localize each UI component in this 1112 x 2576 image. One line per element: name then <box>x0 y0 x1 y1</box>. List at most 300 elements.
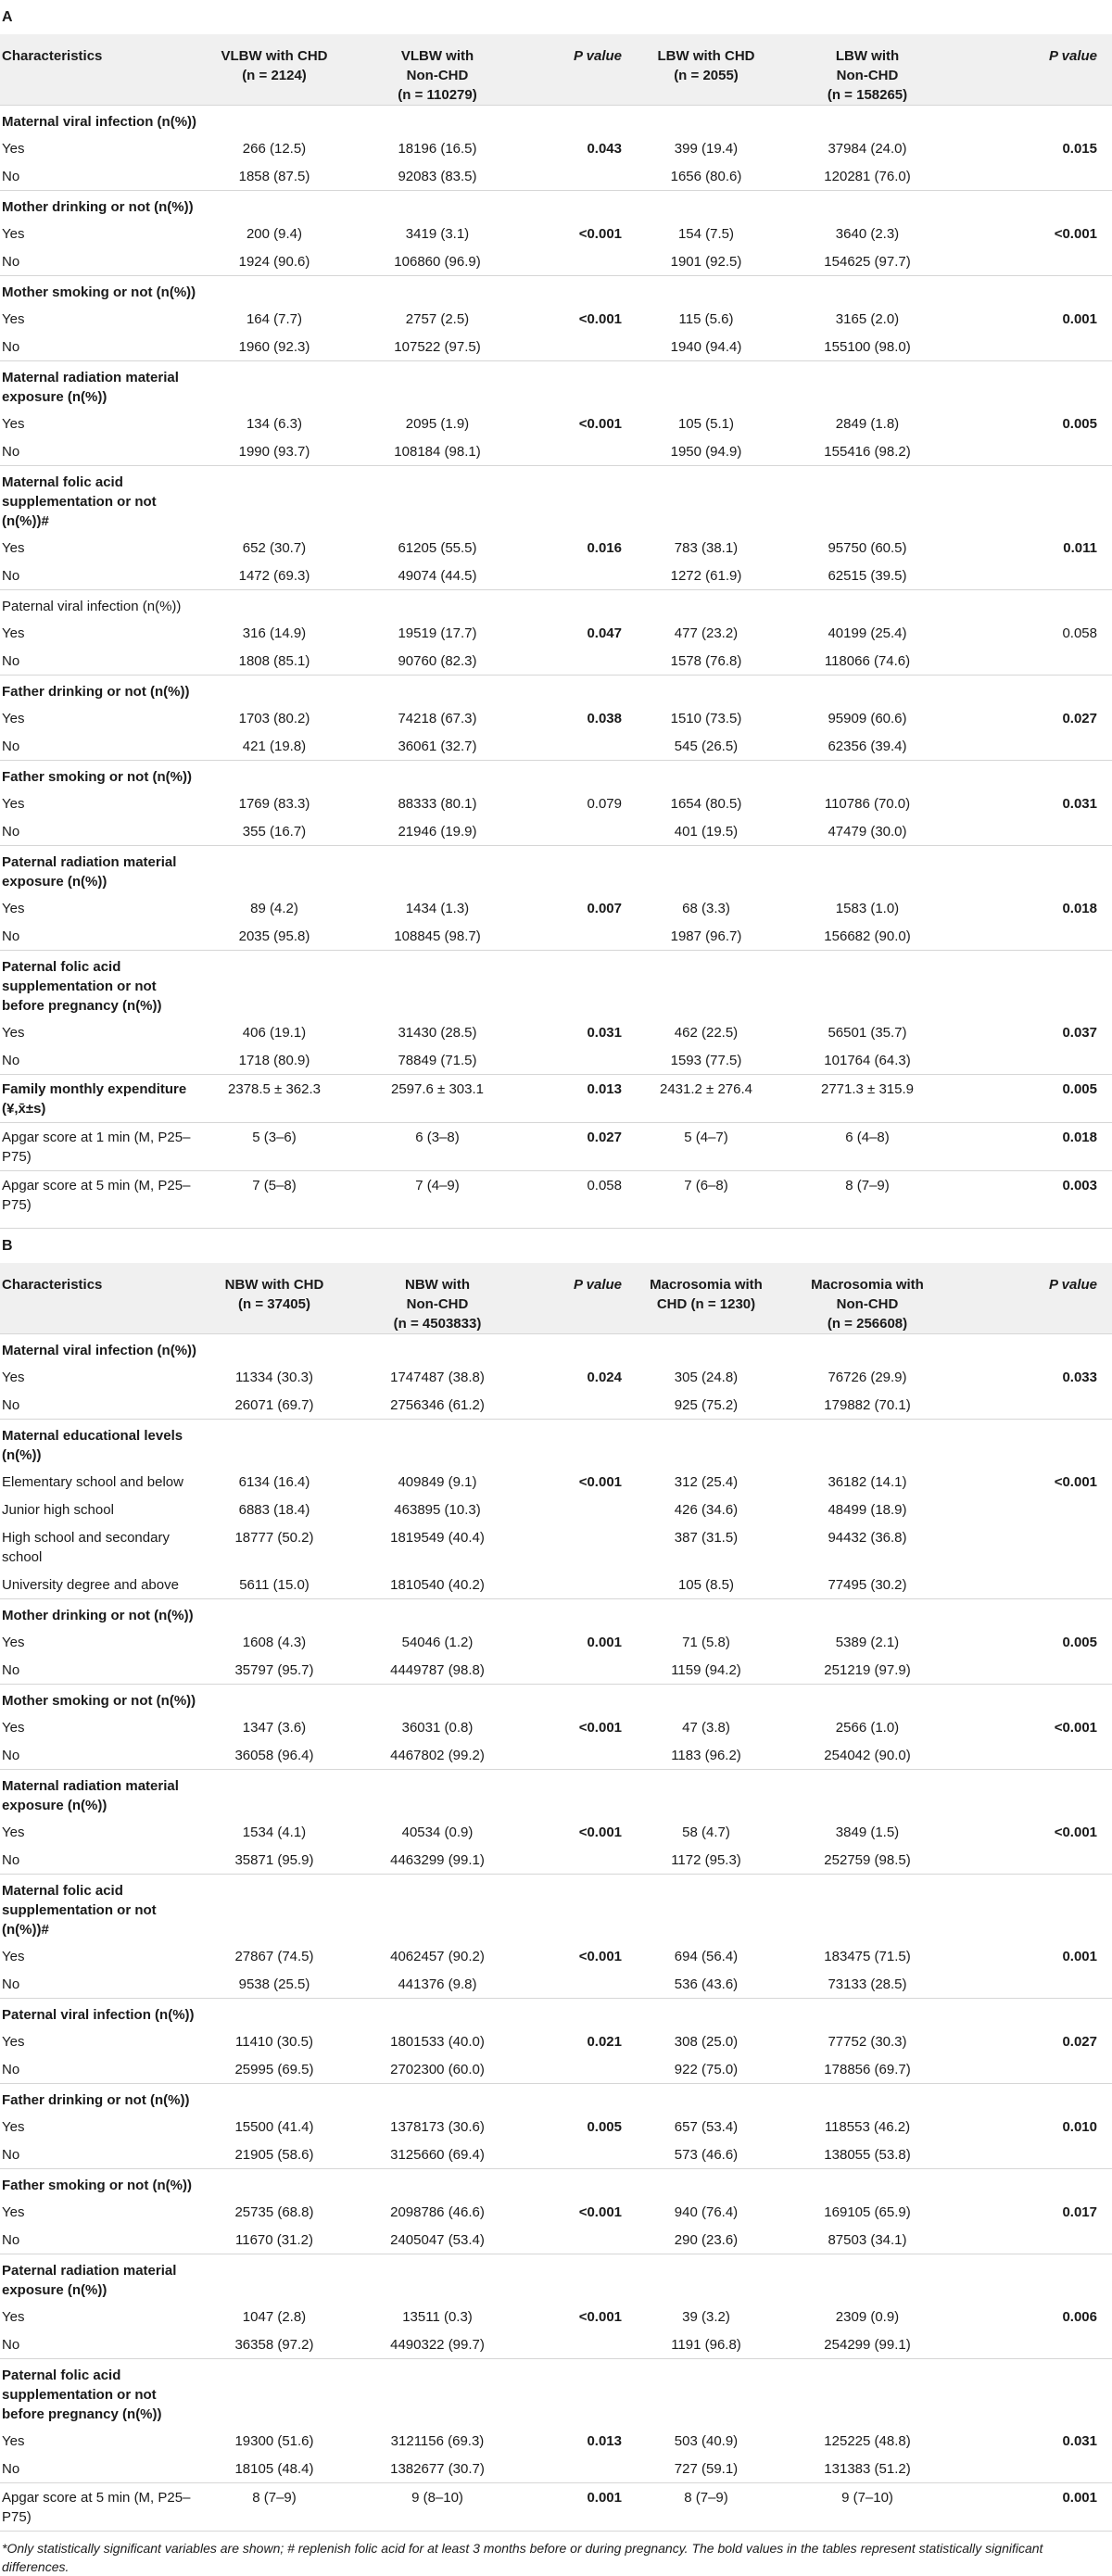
empty-cell <box>530 2169 637 2199</box>
value-cell: 7 (4–9) <box>345 1171 530 1219</box>
empty-cell <box>530 1685 637 1714</box>
section-header-row <box>0 590 1112 620</box>
empty-cell <box>637 1999 776 2028</box>
p-value-cell: <0.001 <box>578 1949 622 1964</box>
value-cell: 312 (25.4) <box>674 1474 739 1490</box>
value-cell: 6 (3–8) <box>345 1123 530 1171</box>
table-row <box>0 2226 1112 2254</box>
value-cell: 308 (25.0) <box>674 2034 739 2050</box>
value-cell: 409849 (9.1) <box>398 1474 477 1490</box>
p-value-cell <box>530 162 637 191</box>
value-cell: 27867 (74.5) <box>234 1949 314 1964</box>
row-label: Junior high school <box>2 1502 114 1518</box>
header-macrosomia-nonchd: Macrosomia with Non-CHD (n = 256608) <box>776 1263 959 1334</box>
table-footnote: *Only statistically significant variables are shown; # replenish folic acid for at least 3 months before or during pregnancy. The bold values in the tables represent statistically significant differences. <box>0 2531 1112 2576</box>
value-cell: 316 (14.9) <box>242 625 307 641</box>
value-cell: 1047 (2.8) <box>242 2309 307 2325</box>
empty-cell <box>204 191 345 221</box>
value-cell: 62356 (39.4) <box>828 739 907 754</box>
row-label: No <box>2 1748 20 1763</box>
empty-cell <box>776 191 959 221</box>
value-cell: 3121156 (69.3) <box>390 2433 485 2449</box>
value-cell: 1183 (96.2) <box>671 1748 741 1763</box>
table-row <box>0 2140 1112 2169</box>
section-header-row <box>0 1599 1112 1629</box>
value-cell: 925 (75.2) <box>674 1397 739 1413</box>
value-cell: 7 (6–8) <box>637 1171 776 1219</box>
empty-cell <box>204 846 345 895</box>
value-cell: 1583 (1.0) <box>835 901 900 916</box>
empty-cell <box>345 2254 530 2304</box>
empty-cell <box>959 1420 1112 1469</box>
p-value-cell <box>959 1656 1112 1685</box>
value-cell: 179882 (70.1) <box>824 1397 911 1413</box>
p-value-cell: 0.005 <box>587 2119 622 2135</box>
section-header-row <box>0 1685 1112 1714</box>
row-label: No <box>2 2147 20 2163</box>
value-cell: 1272 (61.9) <box>670 568 742 584</box>
value-cell: 164 (7.7) <box>246 311 303 327</box>
value-cell: 95750 (60.5) <box>828 540 907 556</box>
row-label: Yes <box>2 2034 25 2050</box>
row-label: No <box>2 1397 20 1413</box>
row-label: No <box>2 169 20 184</box>
section-title: Father drinking or not (n(%)) <box>0 676 204 705</box>
value-cell: 94432 (36.8) <box>828 1530 907 1546</box>
p-value-cell <box>959 333 1112 361</box>
p-value-cell: 0.027 <box>1062 711 1097 726</box>
table-row <box>0 2027 1112 2055</box>
empty-cell <box>204 1599 345 1629</box>
value-cell: 61205 (55.5) <box>398 540 477 556</box>
row-label: Yes <box>2 141 25 157</box>
value-cell: 4062457 (90.2) <box>390 1949 485 1964</box>
section-header-row <box>0 1334 1112 1364</box>
empty-cell <box>345 2359 530 2428</box>
value-cell: 727 (59.1) <box>674 2461 739 2477</box>
value-cell: 110786 (70.0) <box>824 796 911 812</box>
p-value-cell: 0.016 <box>587 540 622 556</box>
table-row <box>0 1496 1112 1523</box>
empty-cell <box>345 676 530 705</box>
value-cell: 1378173 (30.6) <box>390 2119 485 2135</box>
value-cell: 3125660 (69.4) <box>390 2147 485 2163</box>
empty-cell <box>959 1685 1112 1714</box>
table-row <box>0 1523 1112 1571</box>
empty-cell <box>204 361 345 410</box>
value-cell: 4449787 (98.8) <box>390 1662 485 1678</box>
table-row <box>0 2427 1112 2455</box>
table-row <box>0 1970 1112 1999</box>
value-cell: 106860 (96.9) <box>394 254 481 270</box>
value-cell: 254299 (99.1) <box>824 2337 911 2353</box>
value-cell: 115 (5.6) <box>678 311 734 327</box>
value-cell: 6134 (16.4) <box>238 1474 310 1490</box>
value-cell: 1608 (4.3) <box>242 1635 307 1650</box>
value-cell: 105 (8.5) <box>677 1577 735 1593</box>
empty-cell <box>637 1770 776 1819</box>
row-label: University degree and above <box>2 1577 179 1593</box>
empty-cell <box>345 466 530 535</box>
empty-cell <box>776 106 959 135</box>
value-cell: 1801533 (40.0) <box>390 2034 485 2050</box>
table-row <box>0 220 1112 247</box>
row-label: Yes <box>2 1825 25 1840</box>
table-row <box>0 162 1112 191</box>
value-cell: 25995 (69.5) <box>234 2062 314 2077</box>
p-value-cell <box>530 437 637 466</box>
value-cell: 1808 (85.1) <box>238 653 310 669</box>
value-cell: 138055 (53.8) <box>824 2147 911 2163</box>
p-value-cell: 0.027 <box>1062 2034 1097 2050</box>
empty-cell <box>776 1999 959 2028</box>
value-cell: 31430 (28.5) <box>398 1025 477 1041</box>
value-cell: 1382677 (30.7) <box>390 2461 485 2477</box>
value-cell: 76726 (29.9) <box>828 1370 907 1385</box>
value-cell: 36182 (14.1) <box>828 1474 907 1490</box>
value-cell: 1191 (96.8) <box>671 2337 741 2353</box>
section-header-row <box>0 1420 1112 1469</box>
empty-cell <box>776 590 959 620</box>
section-title: Father smoking or not (n(%)) <box>0 2169 204 2199</box>
empty-cell <box>776 2359 959 2428</box>
value-cell: 155100 (98.0) <box>824 339 911 355</box>
value-cell: 47479 (30.0) <box>828 824 907 840</box>
empty-cell <box>530 1999 637 2028</box>
table-row <box>0 647 1112 676</box>
empty-cell <box>959 676 1112 705</box>
value-cell: 252759 (98.5) <box>824 1852 911 1868</box>
p-value-cell <box>530 2226 637 2254</box>
empty-cell <box>637 2254 776 2304</box>
empty-cell <box>776 1599 959 1629</box>
p-value-cell: 0.011 <box>1063 540 1097 556</box>
p-value-cell <box>959 2455 1112 2483</box>
section-header-row <box>0 2084 1112 2114</box>
p-value-cell: <0.001 <box>578 2309 622 2325</box>
p-value-cell <box>530 247 637 276</box>
empty-cell <box>776 1875 959 1943</box>
value-cell: 1347 (3.6) <box>242 1720 307 1736</box>
value-cell: 9538 (25.5) <box>238 1976 310 1992</box>
empty-cell <box>959 1999 1112 2028</box>
value-cell: 9 (8–10) <box>345 2483 530 2532</box>
row-label: Yes <box>2 1635 25 1650</box>
p-value-cell: 0.031 <box>587 1025 622 1041</box>
empty-cell <box>204 276 345 306</box>
p-value-cell: 0.006 <box>1062 2309 1097 2325</box>
value-cell: 4490322 (99.7) <box>390 2337 485 2353</box>
value-cell: 37984 (24.0) <box>828 141 907 157</box>
value-cell: 108845 (98.7) <box>394 928 481 944</box>
p-value-cell <box>959 562 1112 590</box>
empty-cell <box>637 761 776 790</box>
value-cell: 5 (3–6) <box>204 1123 345 1171</box>
value-cell: 1990 (93.7) <box>238 444 310 460</box>
value-cell: 1172 (95.3) <box>671 1852 741 1868</box>
empty-cell <box>959 1875 1112 1943</box>
value-cell: 1534 (4.1) <box>242 1825 307 1840</box>
p-value-cell: 0.001 <box>587 1635 622 1650</box>
value-cell: 2849 (1.8) <box>835 416 900 432</box>
table-row <box>0 1628 1112 1656</box>
value-cell: 25735 (68.8) <box>234 2204 314 2220</box>
table-row <box>0 2330 1112 2359</box>
table-row <box>0 1468 1112 1496</box>
value-cell: 1950 (94.9) <box>670 444 742 460</box>
value-cell: 11410 (30.5) <box>235 2034 313 2050</box>
p-value-cell <box>530 333 637 361</box>
p-value-cell <box>530 647 637 676</box>
value-cell: 95909 (60.6) <box>828 711 907 726</box>
empty-cell <box>530 2084 637 2114</box>
table-row <box>0 562 1112 590</box>
empty-cell <box>530 106 637 135</box>
value-cell: 1656 (80.6) <box>670 169 742 184</box>
value-cell: 18196 (16.5) <box>398 141 477 157</box>
empty-cell <box>776 761 959 790</box>
row-label: Yes <box>2 711 25 726</box>
value-cell: 107522 (97.5) <box>394 339 481 355</box>
p-value-cell: 0.079 <box>587 796 622 812</box>
empty-cell <box>959 761 1112 790</box>
header-p-value: P value <box>530 1263 637 1334</box>
header-lbw-chd: LBW with CHD (n = 2055) <box>637 34 776 106</box>
value-cell: 4467802 (99.2) <box>390 1748 485 1763</box>
p-value-cell: 0.001 <box>959 2483 1112 2532</box>
p-value-cell <box>530 2330 637 2359</box>
value-cell: 1901 (92.5) <box>670 254 742 270</box>
p-value-cell <box>959 1970 1112 1999</box>
p-value-cell <box>959 1846 1112 1875</box>
row-label: Apgar score at 1 min (M, P25–P75) <box>0 1123 204 1171</box>
p-value-cell: <0.001 <box>1054 1720 1097 1736</box>
p-value-cell: <0.001 <box>1054 226 1097 242</box>
row-label: No <box>2 254 20 270</box>
empty-cell <box>530 2359 637 2428</box>
table-row <box>0 437 1112 466</box>
value-cell: 657 (53.4) <box>674 2119 739 2135</box>
p-value-cell <box>530 2055 637 2084</box>
row-label: No <box>2 1852 20 1868</box>
value-cell: 5611 (15.0) <box>239 1577 310 1593</box>
section-title: Mother smoking or not (n(%)) <box>0 1685 204 1714</box>
empty-cell <box>776 846 959 895</box>
p-value-cell: 0.001 <box>1062 1949 1097 1964</box>
value-cell: 36031 (0.8) <box>401 1720 474 1736</box>
value-cell: 92083 (83.5) <box>398 169 477 184</box>
table-row <box>0 1046 1112 1075</box>
p-value-cell: <0.001 <box>1054 1825 1097 1840</box>
value-cell: 536 (43.6) <box>674 1976 739 1992</box>
row-label: High school and secondary school <box>2 1530 170 1565</box>
p-value-cell <box>959 1741 1112 1770</box>
value-cell: 2702300 (60.0) <box>390 2062 485 2077</box>
row-label: No <box>2 2461 20 2477</box>
empty-cell <box>345 1420 530 1469</box>
header-p-value: P value <box>530 34 637 106</box>
value-cell: 254042 (90.0) <box>824 1748 911 1763</box>
value-cell: 1747487 (38.8) <box>390 1370 485 1385</box>
empty-cell <box>776 1685 959 1714</box>
empty-cell <box>530 590 637 620</box>
section-header-row <box>0 191 1112 221</box>
p-value-cell <box>959 1571 1112 1599</box>
table-row <box>0 619 1112 647</box>
row-label: Yes <box>2 2204 25 2220</box>
empty-cell <box>637 466 776 535</box>
section-title: Maternal folic acid supplementation or not (n(%))# <box>0 466 204 535</box>
value-cell: 1510 (73.5) <box>670 711 742 726</box>
p-value-cell <box>959 732 1112 761</box>
p-value-cell <box>959 647 1112 676</box>
p-value-cell: 0.001 <box>1062 311 1097 327</box>
section-title: Maternal radiation material exposure (n(%)) <box>0 1770 204 1819</box>
row-label: Yes <box>2 1949 25 1964</box>
value-cell: 1654 (80.5) <box>670 796 742 812</box>
value-cell: 58 (4.7) <box>682 1825 730 1840</box>
value-cell: 169105 (65.9) <box>824 2204 911 2220</box>
table-row <box>0 2303 1112 2330</box>
header-p-value-2: P value <box>959 34 1112 106</box>
value-cell: 120281 (76.0) <box>824 169 911 184</box>
value-cell: 47 (3.8) <box>682 1720 730 1736</box>
value-cell: 8 (7–9) <box>776 1171 959 1219</box>
p-value-cell: 0.031 <box>1062 2433 1097 2449</box>
value-cell: 5389 (2.1) <box>835 1635 900 1650</box>
value-cell: 652 (30.7) <box>242 540 307 556</box>
value-cell: 118553 (46.2) <box>824 2119 911 2135</box>
empty-cell <box>776 951 959 1019</box>
section-title: Mother smoking or not (n(%)) <box>0 276 204 306</box>
empty-cell <box>345 276 530 306</box>
value-cell: 68 (3.3) <box>682 901 730 916</box>
p-value-cell: 0.021 <box>587 2034 622 2050</box>
table-row <box>0 732 1112 761</box>
table-row <box>0 922 1112 951</box>
value-cell: 503 (40.9) <box>674 2433 739 2449</box>
value-cell: 21905 (58.6) <box>234 2147 314 2163</box>
section-header-row <box>0 2359 1112 2428</box>
section-header-row <box>0 761 1112 790</box>
value-cell: 2405047 (53.4) <box>390 2232 485 2248</box>
p-value-cell <box>530 732 637 761</box>
value-cell: 462 (22.5) <box>674 1025 739 1041</box>
p-value-cell <box>530 1741 637 1770</box>
p-value-cell: <0.001 <box>578 311 622 327</box>
empty-cell <box>959 1599 1112 1629</box>
value-cell: 39 (3.2) <box>682 2309 730 2325</box>
empty-cell <box>204 1999 345 2028</box>
p-value-cell: 0.058 <box>1062 625 1097 641</box>
row-label: Yes <box>2 1370 25 1385</box>
p-value-cell <box>530 1523 637 1571</box>
value-cell: 48499 (18.9) <box>828 1502 907 1518</box>
p-value-cell <box>959 1496 1112 1523</box>
table-row <box>0 1075 1112 1123</box>
value-cell: 200 (9.4) <box>246 226 303 242</box>
row-label: Yes <box>2 901 25 916</box>
empty-cell <box>959 191 1112 221</box>
value-cell: 290 (23.6) <box>674 2232 739 2248</box>
value-cell: 2756346 (61.2) <box>390 1397 485 1413</box>
empty-cell <box>345 106 530 135</box>
table-row <box>0 1571 1112 1599</box>
value-cell: 1987 (96.7) <box>670 928 742 944</box>
value-cell: 78849 (71.5) <box>398 1053 477 1068</box>
table-row <box>0 1656 1112 1685</box>
table-row <box>0 333 1112 361</box>
row-label: Yes <box>2 1025 25 1041</box>
section-title: Mother drinking or not (n(%)) <box>0 1599 204 1629</box>
section-title: Maternal folic acid supplementation or not (n(%))# <box>0 1875 204 1943</box>
value-cell: 2771.3 ± 315.9 <box>776 1075 959 1123</box>
empty-cell <box>637 846 776 895</box>
section-header-row <box>0 2254 1112 2304</box>
empty-cell <box>530 361 637 410</box>
row-label: No <box>2 1662 20 1678</box>
value-cell: 36058 (96.4) <box>234 1748 314 1763</box>
p-value-cell: 0.017 <box>1062 2204 1097 2220</box>
value-cell: 1769 (83.3) <box>238 796 310 812</box>
value-cell: 183475 (71.5) <box>824 1949 911 1964</box>
section-header-row <box>0 361 1112 410</box>
header-nbw-chd: NBW with CHD (n = 37405) <box>204 1263 345 1334</box>
empty-cell <box>637 2359 776 2428</box>
section-title: Maternal educational levels (n(%)) <box>0 1420 204 1469</box>
empty-cell <box>637 951 776 1019</box>
table-row <box>0 1846 1112 1875</box>
value-cell: 1159 (94.2) <box>671 1662 741 1678</box>
empty-cell <box>637 2169 776 2199</box>
section-title: Paternal radiation material exposure (n(%)) <box>0 2254 204 2304</box>
empty-cell <box>776 2254 959 2304</box>
row-label: Elementary school and below <box>2 1474 183 1490</box>
p-value-cell: 0.013 <box>530 1075 637 1123</box>
empty-cell <box>345 951 530 1019</box>
p-value-cell <box>530 1496 637 1523</box>
empty-cell <box>204 2084 345 2114</box>
empty-cell <box>204 106 345 135</box>
empty-cell <box>776 2169 959 2199</box>
p-value-cell: 0.005 <box>1062 416 1097 432</box>
section-title: Maternal viral infection (n(%)) <box>2 114 197 130</box>
section-header-row <box>0 1999 1112 2028</box>
p-value-cell: 0.027 <box>530 1123 637 1171</box>
empty-cell <box>959 106 1112 135</box>
row-label: Yes <box>2 2119 25 2135</box>
section-title: Paternal radiation material exposure (n(%)) <box>0 846 204 895</box>
p-value-cell: 0.018 <box>959 1123 1112 1171</box>
section-header-row <box>0 276 1112 306</box>
empty-cell <box>959 2254 1112 2304</box>
p-value-cell: 0.003 <box>959 1171 1112 1219</box>
p-value-cell: 0.031 <box>1062 796 1097 812</box>
section-title: Paternal viral infection (n(%)) <box>0 1999 204 2028</box>
empty-cell <box>530 1599 637 1629</box>
row-label: No <box>2 444 20 460</box>
p-value-cell <box>959 2055 1112 2084</box>
empty-cell <box>959 276 1112 306</box>
empty-cell <box>776 1420 959 1469</box>
section-title: Paternal folic acid supplementation or not before pregnancy (n(%)) <box>0 2359 204 2428</box>
empty-cell <box>959 590 1112 620</box>
header-nbw-nonchd: NBW with Non-CHD (n = 4503833) <box>345 1263 530 1334</box>
empty-cell <box>345 191 530 221</box>
value-cell: 18777 (50.2) <box>234 1530 314 1546</box>
empty-cell <box>959 951 1112 1019</box>
empty-cell <box>637 1875 776 1943</box>
